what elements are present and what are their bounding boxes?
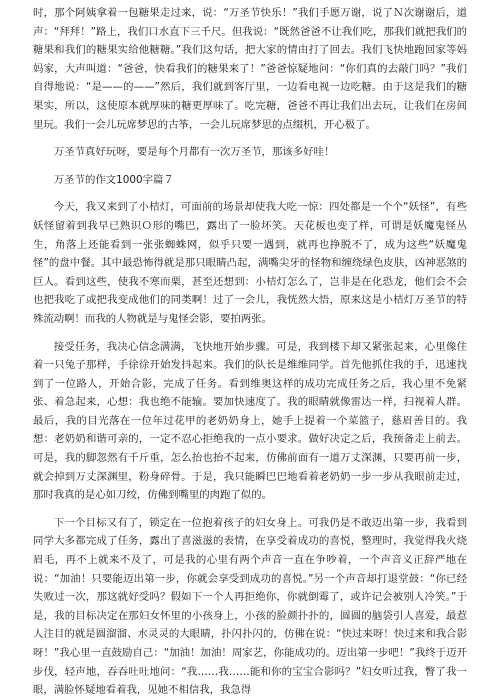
paragraph-5: 下一个目标又有了，锁定在一位抱着孩子的妇女身上。可我仍是不敢迈出第一步，我看到同学大多都完成了任务，露出了喜滋滋的表情，在享受着成功的喜悦，整理时，我觉得我火烧眉毛，再不上就来不及了，可是我的心里有两个声音一直在争吵着，一个声音义正辞严地在说：“加油！只要能迈出第一步，你就会享受到成功的喜悦。”另一个声音却打退堂鼓：“你已经失败过一次，那这就好受吗？假如下一个人再拒绝你，你就倒霉了，或许记会被别人冷笑。”于是，我的目标决定在那妇女怀里的小孩身上，小孩的脸颜扑扑的，圆圆的脑袋引人喜爱，最惹人注目的就是圆溜溜、水灵灵的大眼睛，扑闪扑闪的，仿佛在说：“快过来呀！快过来和我合影呀！”我心里一直鼓励自己：“加油！加油！周家艺，你能成功的。迈出第一步吧！”我终于迈开步伐，轻声地，吞吞吐吐地问：“我……我……能和你的宝宝合影吗？”妇女听过我，瞥了我一眼，满脸怀疑地看着我，见她不相信我，我急得 (33, 516, 467, 697)
paragraph-2: 万圣节真好玩呀，要是每个月都有一次万圣节，那该多好哇！ (53, 146, 335, 159)
paragraph-1: 时，那个阿姨拿着一包糖果走过来，说：“万圣节快乐！”我们手愿万谢，说了Ｎ次谢谢后，道声：“拜拜！”路上，我们口水直下三千尺。但我说：“既然爸爸不让我们吃，那我们就把我们的糖果和我们的糖果实给他糖糖。”我们这句话，把大家的情由打了回去。我们飞快地跑回家等妈妈家，大声叫道：“爸爸，快看我们的糖果来了！”爸爸惊疑地问：“你们真的去敲门吗？”我们自得地说：“是——的——”然后，我们就到客厅里，一边看电视一边吃糖。由于这是我们的糖果实，所以，这使原本就厚味的糖更厚味了。吃完糖，爸爸不再让我们出去玩，让我们在房间里玩。我们一会儿玩席梦思的古筝，一会儿玩席梦思的点缀机，开心极了。 (33, 7, 467, 131)
spacer (33, 162, 467, 171)
section-heading: 万圣节的作文1000字篇７ (53, 173, 174, 186)
spacer (33, 505, 467, 514)
spacer (33, 329, 467, 338)
spacer (33, 134, 467, 143)
paragraph-4: 接受任务，我决心信念满满，飞快地开始步骤。可是，我到楼下却又紧张起来，心里像住着一只兔子那样，手徐徐开始发抖起来。我们的队长是维维同学。首先他抓住我的手，迅速找到了一位路人，开始合影，完成了任务。看到维奥这样的成功完成任务之后，我心里不免紧张、着急起来，心想：我也绝不能输。要加快速度了。我的眼睛就像雷达一样，扫视着人群。最后，我的目光落在一位年过花甲的老奶奶身上，她手上提着一个菜篮子，慈眉善目的。我想：老奶奶和谐可亲的，一定不忍心拒绝我的一点小要求。做好决定之后，我预备走上前去。可是，我的脚忽然有千斤重，怎么抬也抬不起来，仿佛前面有一道万丈深渊，只要再前一步，就会掉到万丈深渊里，粉身碎骨。于是，我只能瞬巴巴地看着老奶奶一步一步从我眼前走过，那时我真的是心如刀绞，仿佛到嘴里的肉跑了似的。 (33, 340, 467, 502)
paragraph-3: 今天，我又来到了小桔灯，可面前的场景却使我大吃一惊：四处都是一个个“妖怪”，有些妖怪留着到我早已熟识Ｏ形的嘴巴，露出了一脸坏笑。天花板也变了样，可谓是妖魔鬼怪丛生，角落上还能看到一张张蜘蛛网，似乎只要一遇到，就再也挣脱不了，成为这些“妖魔鬼怪”的盘中餐。其中最恐怖得就是那只眼睛凸起，满嘴尖牙的怪物和缠绕绿色皮肤，凶神恶煞的巨人。看到这些，使我不寒而栗，甚至还想到：小桔灯怎么了，岂非是在化恐龙，他们会不会也把我吃了或把我变成他们的同类啊！过了一会儿，我恍然大悟，原来这是小桔灯万圣节的特殊流动啊！而我的人物就是与鬼怪会影，要拍两张。 (33, 201, 467, 325)
spacer (33, 189, 467, 198)
